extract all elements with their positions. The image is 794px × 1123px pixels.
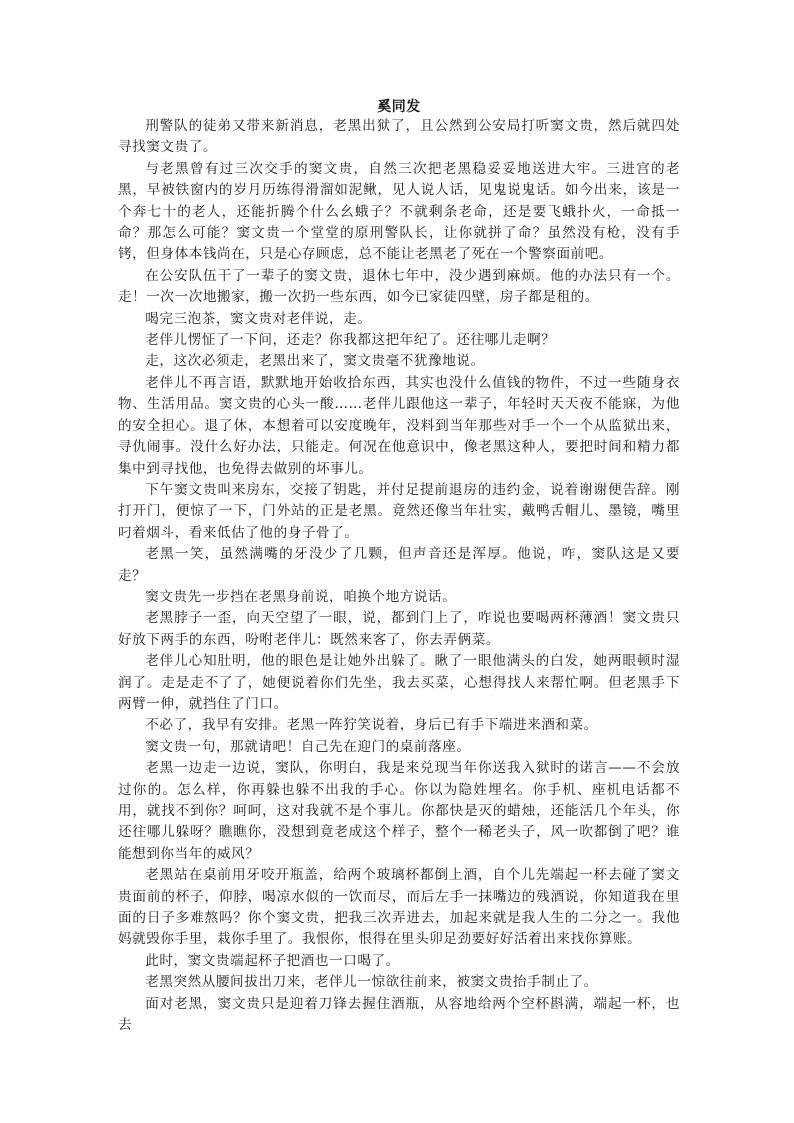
paragraph: 在公安队伍干了一辈子的窦文贵，退休七年中，没少遇到麻烦。他的办法只有一个。走！一次一次地搬家，搬一次扔一些东西，如今已家徒四壁，房子都是租的。	[118, 267, 680, 306]
paragraph: 与老黑曾有过三次交手的窦文贵，自然三次把老黑稳妥妥地送进大牢。三进宫的老黑，早被铁窗内的岁月历练得滑溜如泥鳅，见人说人话，见鬼说鬼话。如今出来，该是一个奔七十的老人，还能折腾个什么幺蛾子？不就剩条老命，还是要飞蛾扑火，一命抵一命？那怎么可能？窦文贵一个堂堂的原刑警队长，让你就拼了命？虽然没有枪，没有手铐，但身体本钱尚在，只是心存顾虑，总不能让老黑老了死在一个警察面前吧。	[118, 160, 680, 263]
paragraph: 窦文贵先一步挡在老黑身前说，咱换个地方说话。	[145, 588, 457, 605]
document-page	[118, 98, 680, 1036]
paragraph: 老伴儿心知肚明，他的眼色是让她外出躲了。瞅了一眼他满头的白发，她两眼顿时湿润了。走是走不了了，她便说着你们先坐，我去买菜，心想得找人来帮忙啊。但老黑手下两臂一伸，就挡住了门口。	[118, 653, 680, 712]
paragraph: 此时，窦文贵端起杯子把酒也一口喝了。	[145, 952, 400, 969]
paragraph: 老黑一笑，虽然满嘴的牙没少了几颗，但声音还是浑厚。他说，咋，窦队这是又要走？	[118, 546, 680, 584]
paragraph: 不必了，我早有安排。老黑一阵狞笑说着，身后已有手下端进来酒和菜。	[145, 717, 598, 734]
paragraph: 刑警队的徒弟又带来新消息，老黑出狱了，且公然到公安局打听窦文贵，然后就四处寻找窦文贵了。	[118, 118, 680, 156]
paragraph: 老伴儿愣怔了一下问，还走？你我都这把年纪了。还往哪儿走啊？	[145, 332, 556, 349]
paragraph: 窦文贵一句，那就请吧！自己先在迎门的桌前落座。	[145, 738, 471, 755]
article-title: 奚同发	[377, 99, 421, 115]
paragraph: 下午窦文贵叫来房东，交接了钥匙，并付足提前退房的违约金，说着谢谢便告辞。刚打开门，便惊了一下，门外站的正是老黑。竟然还像当年壮实，戴鸭舌帽儿、墨镜，嘴里叼着烟斗，看来低估了他的身子骨了。	[118, 481, 680, 541]
paragraph: 走，这次必须走，老黑出来了，窦文贵毫不犹豫地说。	[145, 353, 485, 370]
paragraph: 老黑突然从腰间拔出刀来，老伴儿一惊欲往前来，被窦文贵抬手制止了。	[145, 974, 598, 991]
paragraph: 面对老黑，窦文贵只是迎着刀锋去握住酒瓶，从容地给两个空杯斟满，端起一杯，也去	[118, 995, 680, 1034]
paragraph: 老伴儿不再言语，默默地开始收拾东西，其实也没什么值钱的物件，不过一些随身衣物、生活用品。窦文贵的心头一酸……老伴儿跟他这一辈子，年轻时天天夜不能寐，为他的安全担心。退了休，本想着可以安度晚年，没料到当年那些对手一个一个从监狱出来，寻仇闹事。没什么好办法，只能走。何况在他意识中，像老黑这种人，要把时间和精力都集中到寻找他，也免得去做别的坏事儿。	[118, 374, 680, 477]
paragraph: 老黑站在桌前用牙咬开瓶盖，给两个玻璃杯都倒上酒，自个儿先端起一杯去碰了窦文贵面前的杯子，仰脖，喝凉水似的一饮而尽，而后左手一抹嘴边的残酒说，你知道我在里面的日子多难熬吗？你个窦文贵，把我三次弄进去，加起来就是我人生的二分之一。我他妈就毁你手里，栽你手里了。我恨你，恨得在里头卯足劲要好好活着出来找你算账。	[118, 867, 680, 948]
paragraph: 老黑一边走一边说，窦队，你明白，我是来兑现当年你送我入狱时的诺言——不会放过你的。怎么样，你再躲也躲不出我的手心。你以为隐姓埋名。你手机、座机电话都不用，就找不到你？呵呵，这对我就不是个事儿。你都快是灭的蜡烛，还能活几个年头，你还往哪儿躲呀？瞧瞧你，没想到竟老成这个样子，整个一稀老头子，风一吹都倒了吧？谁能想到你当年的威风？	[118, 760, 680, 862]
paragraph: 老黑脖子一歪，向天空望了一眼，说，都到门上了，咋说也要喝两杯薄酒！窦文贵只好放下两手的东西，吩咐老伴儿：既然来客了，你去弄俩菜。	[118, 610, 680, 648]
paragraph: 喝完三泡茶，窦文贵对老伴说，走。	[145, 310, 372, 327]
